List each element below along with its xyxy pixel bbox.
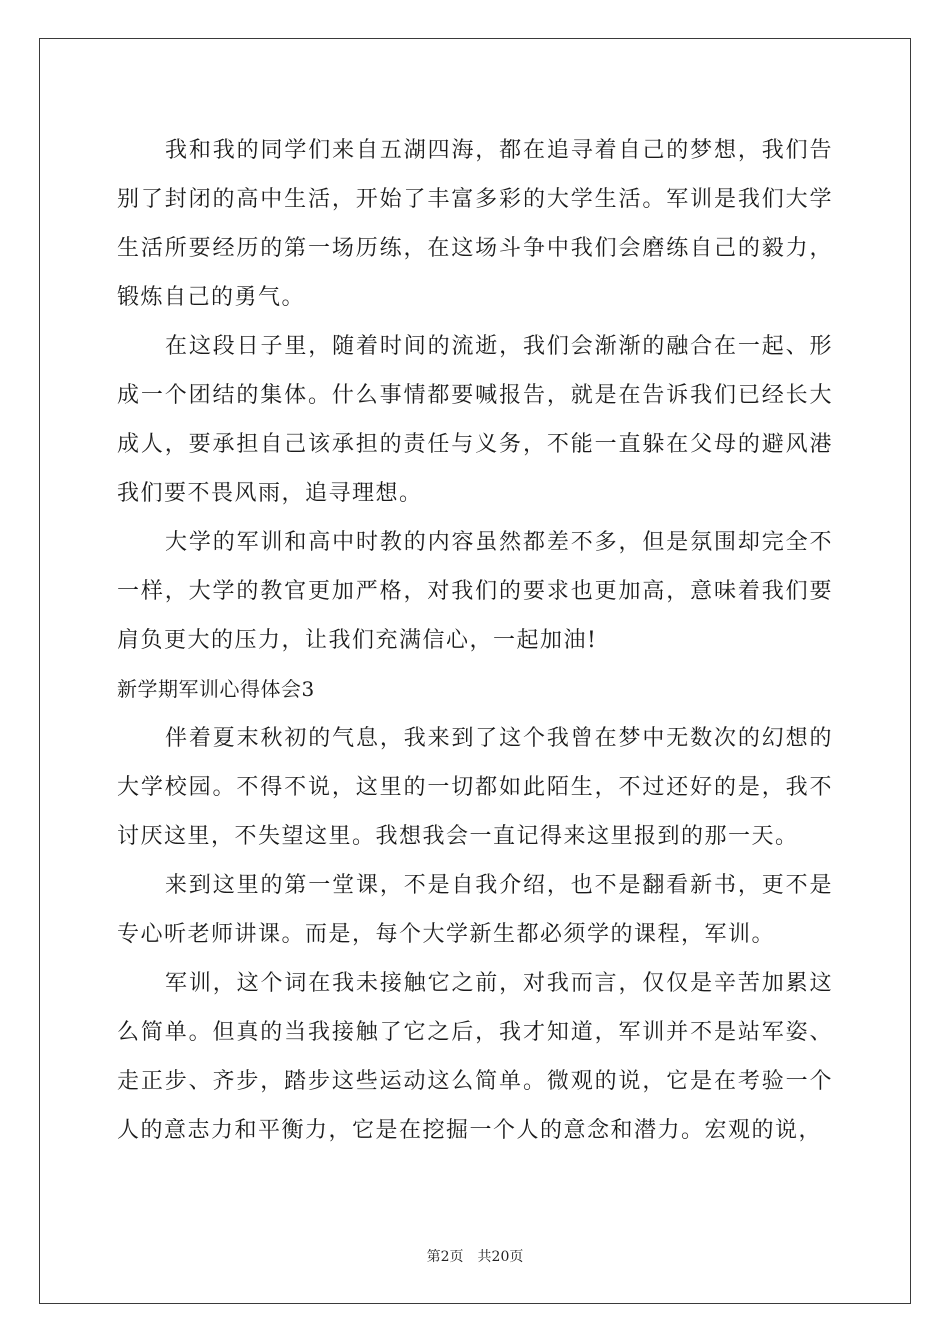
paragraph: 在这段日子里，随着时间的流逝，我们会渐渐的融合在一起、形成一个团结的集体。什么事情都要喊报告，就是在告诉我们已经长大成人，要承担自己该承担的责任与义务，不能一直躲在父母的避风港我们要不畏风雨，追寻理想。	[117, 334, 833, 506]
page-number: 第2页	[426, 1249, 464, 1265]
paragraph: 来到这里的第一堂课，不是自我介绍，也不是翻看新书，更不是专心听老师讲课。而是，每个大学新生都必须学的课程，军训。	[117, 873, 833, 947]
paragraph: 大学的军训和高中时教的内容虽然都差不多，但是氛围却完全不一样，大学的教官更加严格，对我们的要求也更加高，意味着我们要肩负更大的压力，让我们充满信心，一起加油!	[117, 530, 833, 653]
page-total: 共20页	[477, 1249, 524, 1265]
page-footer	[0, 1246, 950, 1266]
paragraph: 伴着夏末秋初的气息，我来到了这个我曾在梦中无数次的幻想的大学校园。不得不说，这里的一切都如此陌生，不过还好的是，我不讨厌这里，不失望这里。我想我会一直记得来这里报到的那一天。	[117, 726, 833, 849]
section-title: 新学期军训心得体会3	[117, 677, 315, 701]
paragraph: 军训，这个词在我未接触它之前，对我而言，仅仅是辛苦加累这么简单。但真的当我接触了它之后，我才知道，军训并不是站军姿、走正步、齐步，踏步这些运动这么简单。微观的说，它是在考验一个人的意志力和平衡力，它是在挖掘一个人的意念和潜力。宏观的说，	[117, 971, 833, 1143]
paragraph: 我和我的同学们来自五湖四海，都在追寻着自己的梦想，我们告别了封闭的高中生活，开始了丰富多彩的大学生活。军训是我们大学生活所要经历的第一场历练，在这场斗争中我们会磨练自己的毅力，锻炼自己的勇气。	[117, 138, 833, 310]
document-body	[117, 126, 833, 1155]
